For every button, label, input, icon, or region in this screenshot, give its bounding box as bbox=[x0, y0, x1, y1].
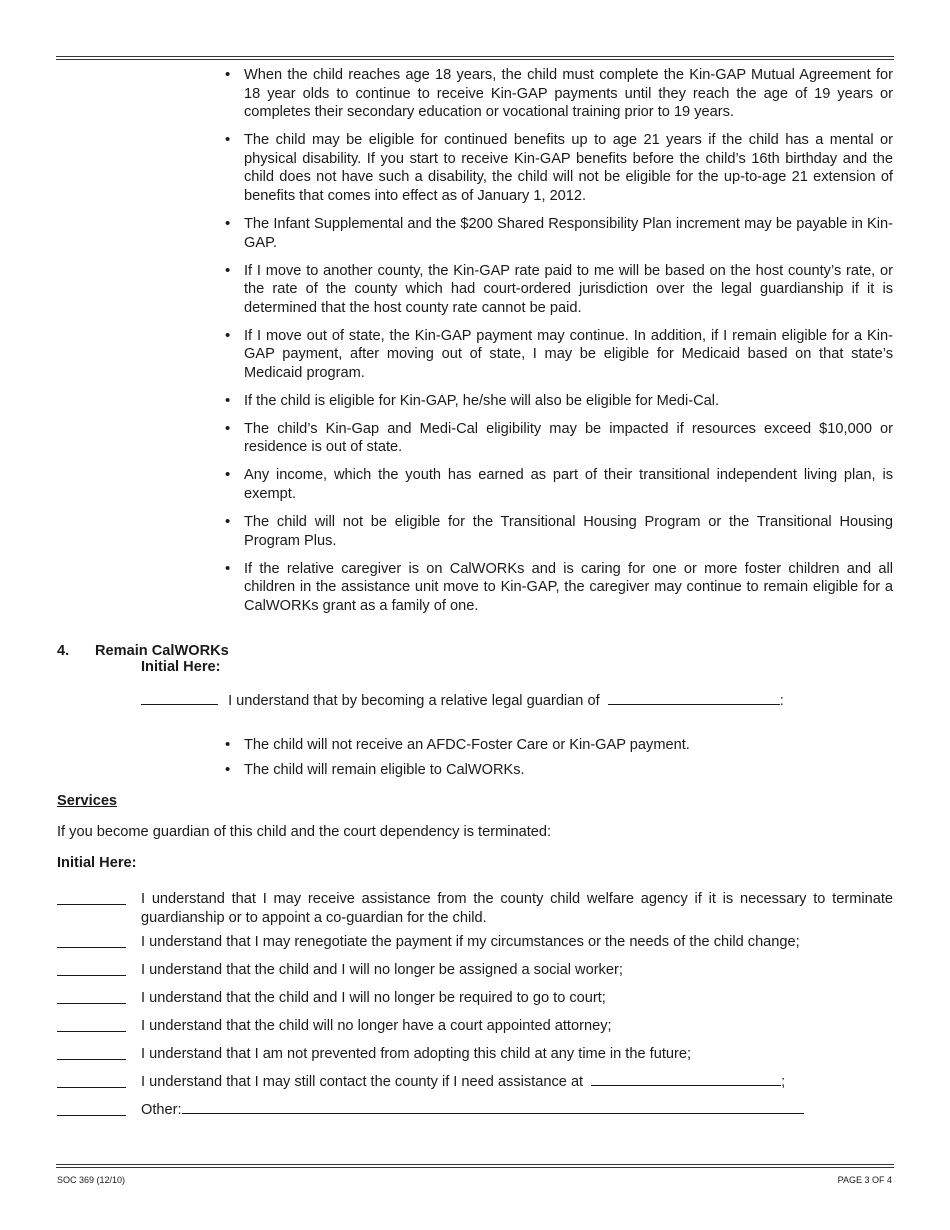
initial-field[interactable] bbox=[57, 963, 126, 976]
bullet-item: • When the child reaches age 18 years, the child must complete the Kin-GAP Mutual Agreement for 18 year olds to continue to receive Kin-GAP payments until they reach the age of 19 years or completes their secondary education or vocational training prior to 19 years. bbox=[224, 66, 893, 122]
service-item-text: I understand that I am not prevented from adopting this child at any time in the future; bbox=[141, 1046, 692, 1062]
statement-colon: : bbox=[779, 693, 784, 709]
county-contact-field[interactable] bbox=[591, 1073, 781, 1086]
bullet-item: • Any income, which the youth has earned as part of their transitional independent living plan, is exempt. bbox=[224, 466, 893, 503]
bottom-rule bbox=[56, 1164, 894, 1165]
bullet-item: • The child will remain eligible to CalWORKs. bbox=[224, 761, 893, 780]
initial-field[interactable] bbox=[57, 1047, 126, 1060]
service-item-text: I understand that I may renegotiate the payment if my circumstances or the needs of the child change; bbox=[141, 934, 800, 950]
service-contact-row bbox=[57, 1073, 893, 1092]
contact-semicolon: ; bbox=[781, 1074, 786, 1090]
bullet-item: • The Infant Supplemental and the $200 Shared Responsibility Plan increment may be payable in Kin-GAP. bbox=[224, 215, 893, 252]
other-field[interactable] bbox=[182, 1101, 804, 1114]
bottom-rule-second bbox=[56, 1167, 894, 1168]
section-4-number: 4. bbox=[57, 643, 70, 659]
service-item-row bbox=[57, 989, 893, 1008]
services-intro: If you become guardian of this child and the court dependency is terminated: bbox=[57, 824, 552, 840]
service-item-text: I understand that I may receive assistance from the county child welfare agency if it is necessary to terminate guardianship or to appoint a co-guardian for the child. bbox=[141, 891, 893, 926]
bullet-item: • The child will not receive an AFDC-Foster Care or Kin-GAP payment. bbox=[224, 736, 893, 755]
service-item-text: I understand that the child and I will no longer be required to go to court; bbox=[141, 990, 606, 1006]
service-item-text: I understand that the child will no longer have a court appointed attorney; bbox=[141, 1018, 612, 1034]
form-id: SOC 369 (12/10) bbox=[57, 1175, 126, 1185]
initial-field[interactable] bbox=[141, 692, 218, 705]
initial-field[interactable] bbox=[57, 991, 126, 1004]
services-heading: Services bbox=[57, 793, 118, 809]
child-name-field[interactable] bbox=[608, 692, 780, 705]
section-4-bullet-list bbox=[224, 736, 893, 789]
section-4-initial-label: Initial Here: bbox=[141, 659, 221, 675]
bullet-item: • If the relative caregiver is on CalWORKs and is caring for one or more foster children and all children in the assistance unit move to Kin-GAP, the caregiver may continue to remain eligible for a CalWORKs grant as a family of one. bbox=[224, 560, 893, 616]
initial-field[interactable] bbox=[57, 935, 126, 948]
section-4-title: Remain CalWORKs bbox=[95, 643, 229, 659]
bullet-item: • The child may be eligible for continued benefits up to age 21 years if the child has a mental or physical disability. If you start to receive Kin-GAP benefits before the child’s 16th birthday and the child does not have such a disability, the child will not be eligible for the up-to-age 21 extension of benefits that comes into effect as of January 1, 2012. bbox=[224, 131, 893, 205]
initial-field[interactable] bbox=[57, 892, 126, 905]
page-number: PAGE 3 OF 4 bbox=[837, 1175, 892, 1185]
bullet-item: • The child’s Kin-Gap and Medi-Cal eligibility may be impacted if resources exceed $10,000 or residence is out of state. bbox=[224, 420, 893, 457]
bullet-item: • The child will not be eligible for the Transitional Housing Program or the Transitional Housing Program Plus. bbox=[224, 513, 893, 550]
kin-gap-bullet-list bbox=[224, 66, 893, 625]
service-other-label: Other: bbox=[141, 1102, 182, 1118]
service-item-row bbox=[57, 890, 893, 927]
services-initial-label: Initial Here: bbox=[57, 855, 137, 871]
section-4-statement: I understand that by becoming a relative legal guardian of bbox=[228, 693, 600, 709]
top-rule-second bbox=[56, 59, 894, 60]
service-item-row bbox=[57, 1045, 893, 1064]
service-item-row bbox=[57, 961, 893, 980]
top-rule bbox=[56, 56, 894, 57]
service-other-row bbox=[57, 1101, 893, 1120]
service-other-line bbox=[141, 1101, 893, 1120]
initial-field[interactable] bbox=[57, 1103, 126, 1116]
bullet-item: • If I move to another county, the Kin-GAP rate paid to me will be based on the host county’s rate, or the rate of the county which had court-ordered jurisdiction over the legal guardianship if it is determined that the host county rate cannot be paid. bbox=[224, 262, 893, 318]
initial-field[interactable] bbox=[57, 1075, 126, 1088]
service-item-text: I understand that the child and I will no longer be assigned a social worker; bbox=[141, 962, 623, 978]
initial-field[interactable] bbox=[57, 1019, 126, 1032]
bullet-item: • If I move out of state, the Kin-GAP payment may continue. In addition, if I remain eligible for a Kin-GAP payment, after moving out of state, I may be eligible for Medicaid based on that state’s Medicaid program. bbox=[224, 327, 893, 383]
service-item-row bbox=[57, 933, 893, 952]
service-item-row bbox=[57, 1017, 893, 1036]
service-contact-line bbox=[141, 1073, 893, 1092]
service-contact-text: I understand that I may still contact the county if I need assistance at bbox=[141, 1074, 584, 1090]
section-4-statement-row bbox=[141, 692, 841, 711]
bullet-item: • If the child is eligible for Kin-GAP, he/she will also be eligible for Medi-Cal. bbox=[224, 392, 893, 411]
